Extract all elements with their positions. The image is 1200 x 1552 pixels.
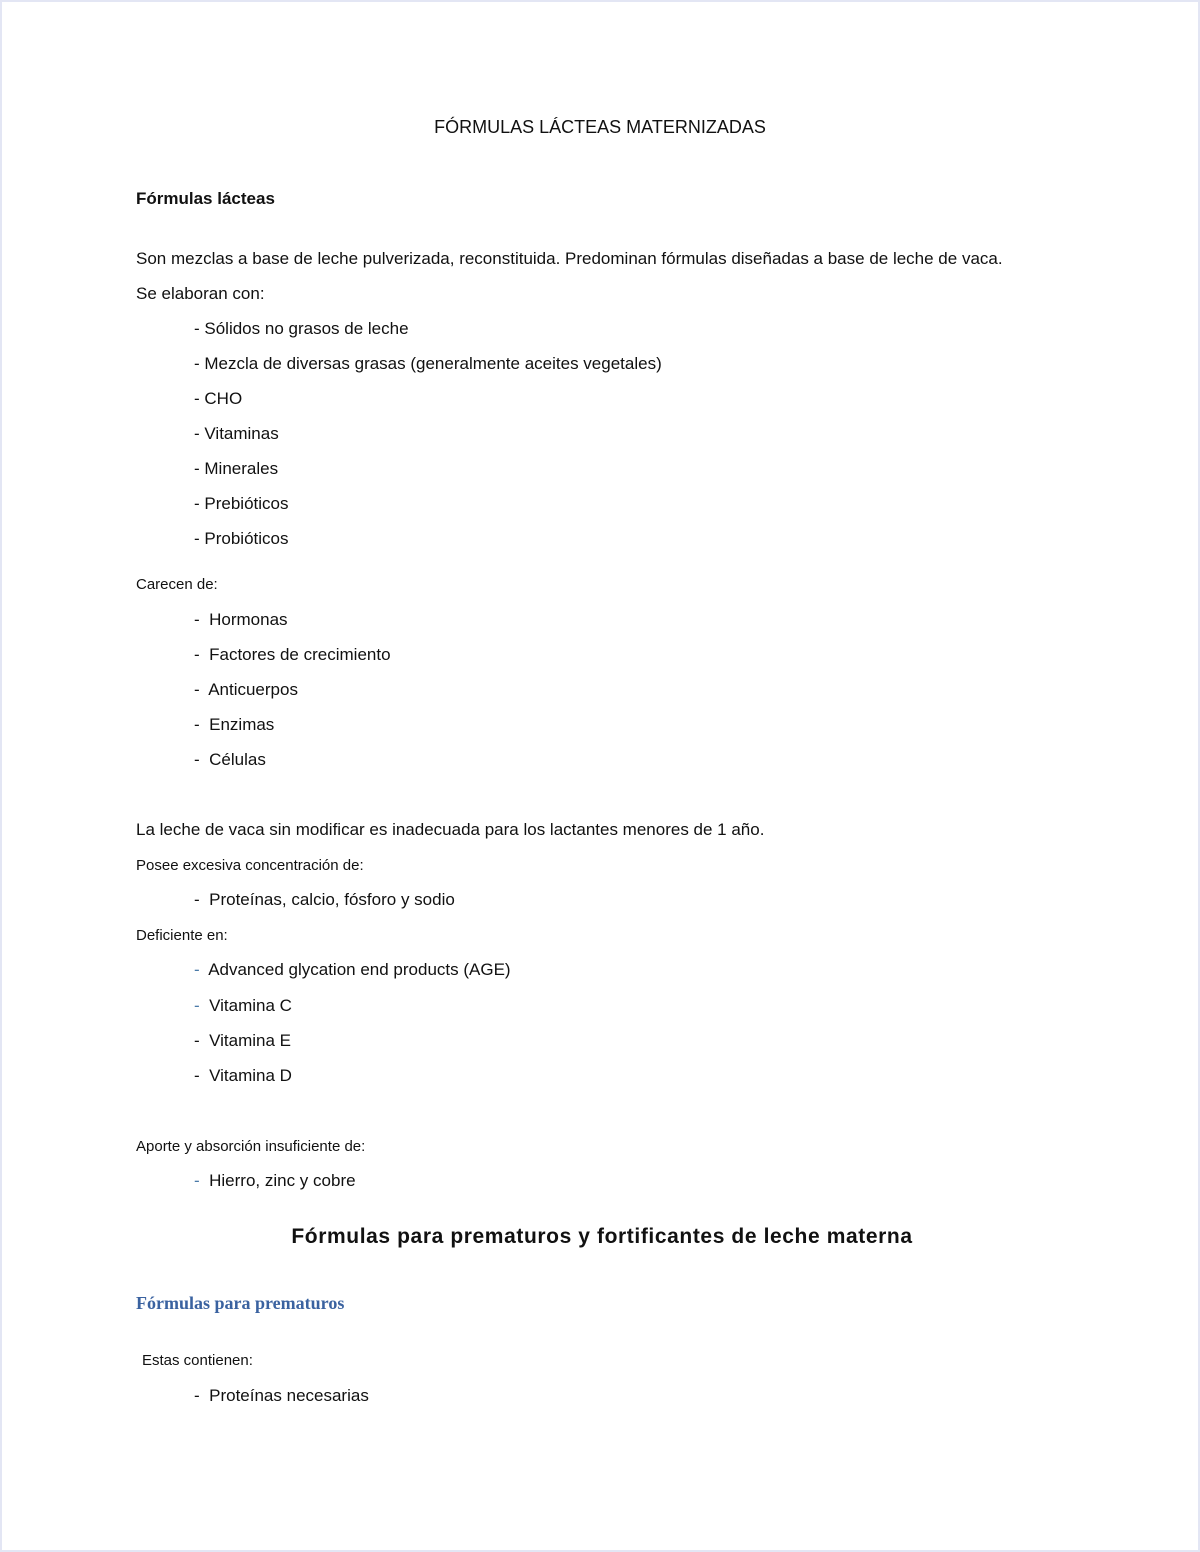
list-item-text: Enzimas <box>209 715 275 734</box>
list-item-text: Hormonas <box>209 610 288 629</box>
list-item-text: Advanced glycation end products (AGE) <box>208 960 511 979</box>
list-item-text: Vitamina D <box>209 1066 292 1085</box>
list-dash: - <box>194 680 200 699</box>
list-item-carecen <box>194 645 391 665</box>
list-item-text: Vitamina C <box>209 996 292 1015</box>
list-item-elaboran: - Mezcla de diversas grasas (generalmente aceites vegetales) <box>194 354 662 373</box>
list-item-text: Vitamina E <box>209 1031 292 1050</box>
list-item-text: Factores de crecimiento <box>209 645 391 664</box>
list-item-carecen <box>194 610 288 630</box>
list-item-carecen <box>194 715 274 735</box>
list-item-text: Anticuerpos <box>208 680 298 699</box>
list-item-deficiente <box>194 1031 291 1051</box>
list-item-text: Proteínas, calcio, fósforo y sodio <box>209 890 455 909</box>
deficiente-label: Deficiente en: <box>136 927 228 944</box>
list-item-elaboran: - CHO <box>194 389 243 408</box>
list-item-carecen <box>194 680 298 700</box>
list-dash: - <box>194 890 200 909</box>
section-heading-prematuros: Fórmulas para prematuros y fortificantes de leche materna <box>291 1225 913 1248</box>
elaboran-label: Se elaboran con: <box>136 284 265 303</box>
list-dash: - <box>194 645 200 664</box>
list-item-contienen <box>194 1386 369 1406</box>
list-item-carecen <box>194 750 266 770</box>
list-dash: - <box>194 750 200 769</box>
list-dash: - <box>194 610 200 629</box>
list-dash: - <box>194 1066 200 1085</box>
carecen-label: Carecen de: <box>136 576 218 593</box>
list-item-text: Proteínas necesarias <box>209 1386 369 1405</box>
subheading-formulas-prematuros: Fórmulas para prematuros <box>136 1293 345 1313</box>
contienen-label: Estas contienen: <box>142 1352 253 1369</box>
list-item-text: Hierro, zinc y cobre <box>209 1171 356 1190</box>
aporte-label: Aporte y absorción insuficiente de: <box>136 1138 366 1155</box>
list-item-aporte <box>194 1171 356 1191</box>
list-item-elaboran: - Sólidos no grasos de leche <box>194 319 409 338</box>
list-item-elaboran: - Vitaminas <box>194 424 279 443</box>
list-item-elaboran: - Minerales <box>194 459 279 478</box>
document-title: FÓRMULAS LÁCTEAS MATERNIZADAS <box>434 117 766 137</box>
list-item-deficiente <box>194 1066 292 1086</box>
list-dash: - <box>194 996 200 1015</box>
list-item-deficiente <box>194 996 292 1016</box>
leche-vaca-paragraph: La leche de vaca sin modificar es inadecuada para los lactantes menores de 1 año. <box>136 820 765 839</box>
list-dash: - <box>194 715 200 734</box>
excesiva-label: Posee excesiva concentración de: <box>136 857 364 874</box>
list-item-excesiva <box>194 890 455 910</box>
list-dash: - <box>194 960 200 979</box>
list-dash: - <box>194 1386 200 1405</box>
list-dash: - <box>194 1031 200 1050</box>
list-item-elaboran: - Probióticos <box>194 529 289 548</box>
list-item-deficiente <box>194 960 511 980</box>
section-heading-formulas-lacteas: Fórmulas lácteas <box>136 189 275 208</box>
list-item-text: Células <box>209 750 266 769</box>
intro-paragraph: Son mezclas a base de leche pulverizada, reconstituida. Predominan fórmulas diseñadas a base de leche de vaca. <box>136 249 1003 268</box>
list-dash: - <box>194 1171 200 1190</box>
list-item-elaboran: - Prebióticos <box>194 494 289 513</box>
